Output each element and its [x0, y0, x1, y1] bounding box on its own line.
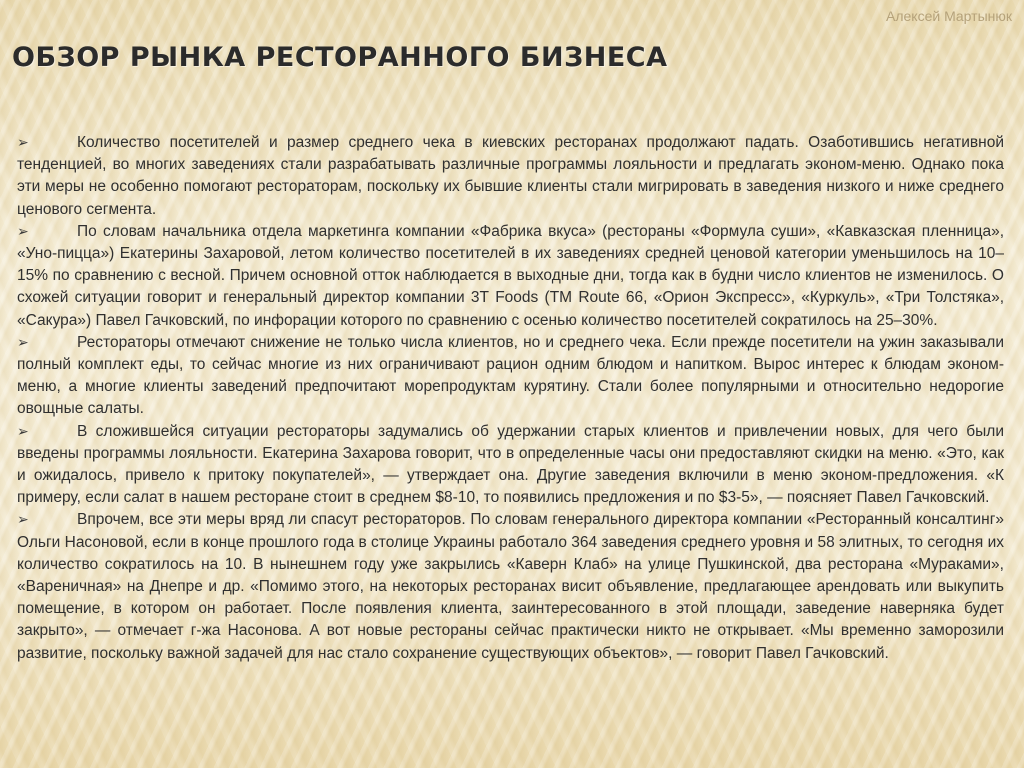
arrow-bullet-icon: ➢ [17, 135, 29, 151]
arrow-bullet-icon: ➢ [17, 223, 29, 240]
paragraph-text: В сложившейся ситуации рестораторы задумались об удержании старых клиентов и привлечении новых, для чего были введены программы лояльности. Екатерина Захарова говорит, что в определенные часы они предоставляют скидки на меню. «Это, как и ожидалось, привело к притоку покупателей», — утверждает она. Другие заведения включили в меню эконом-предложения. «К примеру, если салат в нашем ресторане стоит в среднем $8-10, то появились предложения и по $3-5», — поясняет Павел Гачковский. [17, 422, 1004, 507]
paragraph-text: Рестораторы отмечают снижение не только числа клиентов, но и среднего чека. Если прежде посетители на ужин заказывали полный комплект еды, то сейчас многие из них ограничивают рацион одним блюдом и напитком. Вырос интерес к блюдам эконом-меню, а многие клиенты заведений предпочитают морепродуктам курятину. Стали более популярными и относительно недорогие овощные салаты. [17, 333, 1004, 418]
paragraph-5 [17, 509, 1004, 664]
slide-title: ОБЗОР РЫНКА РЕСТОРАННОГО БИЗНЕСА [12, 42, 668, 73]
paragraph-text: По словам начальника отдела маркетинга компании «Фабрика вкуса» (рестораны «Формула суши», «Кавказская пленница», «Уно-пицца») Екатерины Захаровой, летом количество посетителей в их заведениях средней ценовой категории уменьшилось на 10–15% по сравнению с весной. Причем основной отток наблюдается в выходные дни, тогда как в будни число клиентов не изменилось. О схожей ситуации говорит и генеральный директор компании 3Т Foods (ТМ Route 66, «Орион Экспресс», «Куркуль», «Три Толстяка», «Сакура») Павел Гачковский, по инфорации которого по сравнению с осенью количество посетителей сократилось на 25–30%. [17, 222, 1004, 329]
author-name: Алексей Мартынюк [886, 8, 1012, 24]
arrow-bullet-icon: ➢ [17, 512, 29, 529]
paragraph-3 [17, 332, 1004, 421]
paragraph-text: Количество посетителей и размер среднего чека в киевских ресторанах продолжают падать. Озаботившись негативной тенденцией, во многих заведениях стали разрабатывать различные программы лояльности и предлагать эконом-меню. Однако пока эти меры не особенно помогают рестораторам, поскольку их бывшие клиенты стали мигрировать в заведения низкого и ниже среднего ценового сегмента. [17, 134, 1004, 218]
arrow-bullet-icon: ➢ [17, 423, 29, 440]
arrow-bullet-icon: ➢ [17, 334, 29, 351]
slide-body [17, 132, 1004, 665]
paragraph-text: Впрочем, все эти меры вряд ли спасут рестораторов. По словам генерального директора компании «Ресторанный консалтинг» Ольги Насоновой, если в конце прошлого года в столице Украины работало 364 заведения среднего уровня и 58 элитных, то сегодня их количество сократилось на 10. В нынешнем году уже закрылись «Каверн Клаб» на улице Пушкинской, два ресторана «Мураками», «Вареничная» на Днепре и др. «Помимо этого, на некоторых ресторанах висит объявление, предлагающее арендовать или выкупить помещение, в котором он работает. После появления клиента, заинтересованного в этой площади, заведение наверняка будет закрыто», — отмечает г-жа Насонова. А вот новые рестораны сейчас практически никто не открывает. «Мы временно заморозили развитие, поскольку важной задачей для нас стало сохранение существующих объектов», — говорит Павел Гачковский. [17, 511, 1004, 662]
paragraph-1 [17, 132, 1004, 221]
paragraph-2 [17, 221, 1004, 332]
paragraph-4 [17, 421, 1004, 510]
